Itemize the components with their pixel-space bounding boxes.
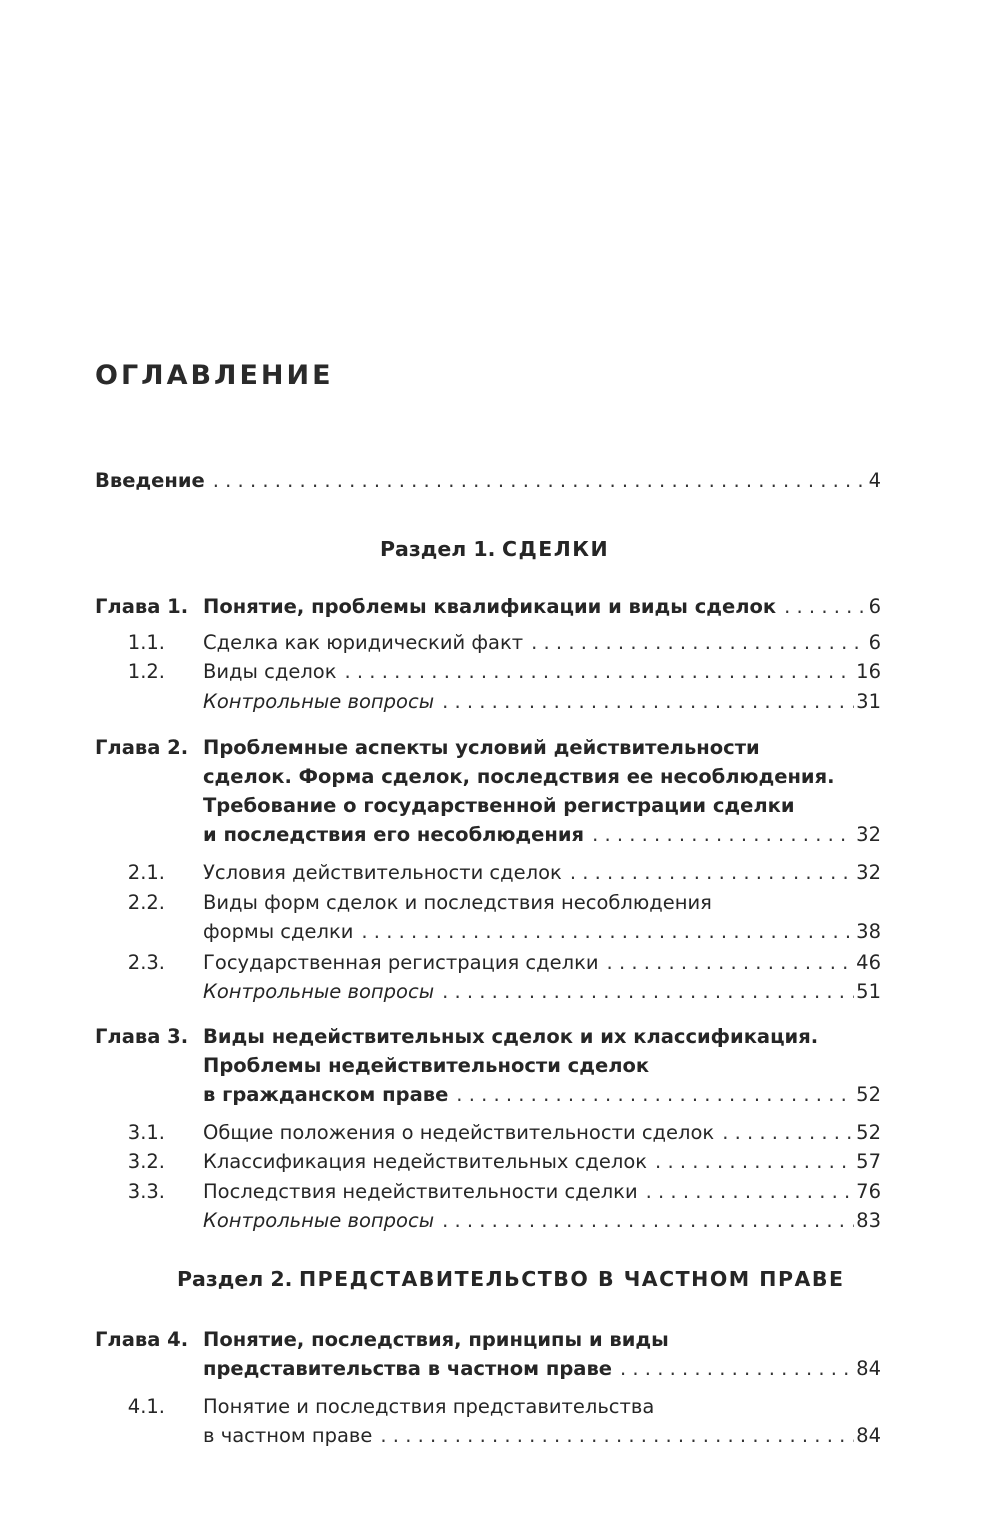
toc-entry-3-3[interactable] bbox=[203, 1178, 881, 1206]
toc-entry-1-2[interactable] bbox=[203, 658, 881, 686]
toc-entry-1-1[interactable] bbox=[203, 629, 881, 657]
item-title: Общие положения о недействительности сделок bbox=[203, 1121, 715, 1144]
chapter-title-line: в гражданском праве bbox=[203, 1083, 449, 1106]
toc-entry-chapter-3[interactable] bbox=[203, 1081, 881, 1109]
item-title: Последствия недействительности сделки bbox=[203, 1180, 638, 1203]
toc-page-number: 83 bbox=[856, 1209, 881, 1232]
page-title: ОГЛАВЛЕНИЕ bbox=[95, 360, 334, 391]
item-title: в частном праве bbox=[203, 1424, 373, 1447]
toc-entry-2-3[interactable] bbox=[203, 949, 881, 977]
toc-page-number: 52 bbox=[856, 1083, 881, 1106]
toc-entry-chapter-2[interactable] bbox=[203, 821, 881, 849]
toc-entry-intro[interactable] bbox=[95, 467, 881, 495]
item-title-line: Виды форм сделок и последствия несоблюдения bbox=[203, 891, 712, 914]
leader-dots bbox=[655, 1148, 854, 1176]
toc-page-number: 32 bbox=[856, 861, 881, 884]
chapter-title-line: представительства в частном праве bbox=[203, 1357, 613, 1380]
leader-dots bbox=[456, 1081, 854, 1109]
toc-page-number: 38 bbox=[856, 920, 881, 943]
item-number: 2.3. bbox=[127, 951, 165, 974]
chapter-title: Понятие, проблемы квалификации и виды сделок bbox=[203, 595, 777, 618]
toc-entry-3-questions[interactable] bbox=[203, 1207, 881, 1235]
toc-entry-1-questions[interactable] bbox=[203, 688, 881, 716]
toc-page-number: 6 bbox=[868, 595, 881, 618]
section-label: Раздел 2. bbox=[177, 1267, 293, 1291]
toc-entry-2-questions[interactable] bbox=[203, 978, 881, 1006]
item-title: Сделка как юридический факт bbox=[203, 631, 524, 654]
item-number: 2.1. bbox=[127, 861, 165, 884]
item-number: 1.2. bbox=[127, 660, 165, 683]
section-name: СДЕЛКИ bbox=[501, 537, 610, 561]
leader-dots bbox=[570, 859, 854, 887]
item-title: формы сделки bbox=[203, 920, 354, 943]
toc-entry-2-1[interactable] bbox=[203, 859, 881, 887]
toc-entry-3-2[interactable] bbox=[203, 1148, 881, 1176]
leader-dots bbox=[592, 821, 854, 849]
toc-page-number: 84 bbox=[856, 1424, 881, 1447]
leader-dots bbox=[784, 593, 866, 621]
item-number: 2.2. bbox=[127, 891, 165, 914]
item-number: 3.1. bbox=[127, 1121, 165, 1144]
leader-dots bbox=[442, 688, 854, 716]
toc-entry-4-1[interactable] bbox=[203, 1422, 881, 1450]
leader-dots bbox=[620, 1355, 854, 1383]
toc-page-number: 52 bbox=[856, 1121, 881, 1144]
toc-entry-label: Введение bbox=[95, 469, 205, 492]
item-title: Государственная регистрация сделки bbox=[203, 951, 599, 974]
chapter-label-4: Глава 4. bbox=[95, 1328, 189, 1351]
section-heading-1 bbox=[380, 534, 609, 564]
item-number: 4.1. bbox=[127, 1395, 165, 1418]
chapter-label-3: Глава 3. bbox=[95, 1025, 189, 1048]
leader-dots bbox=[361, 918, 854, 946]
chapter-title-line: Виды недействительных сделок и их классификация. bbox=[203, 1025, 819, 1048]
section-heading-2 bbox=[177, 1264, 844, 1294]
toc-page-number: 4 bbox=[868, 469, 881, 492]
toc-page-number: 6 bbox=[868, 631, 881, 654]
toc-page-number: 16 bbox=[856, 660, 881, 683]
toc-page-number: 31 bbox=[856, 690, 881, 713]
item-title: Классификация недействительных сделок bbox=[203, 1150, 648, 1173]
toc-entry-3-1[interactable] bbox=[203, 1119, 881, 1147]
item-title-line: Понятие и последствия представительства bbox=[203, 1395, 655, 1418]
chapter-title-line: Понятие, последствия, принципы и виды bbox=[203, 1328, 669, 1351]
leader-dots bbox=[380, 1422, 854, 1450]
item-title: Виды сделок bbox=[203, 660, 337, 683]
chapter-title-line: Проблемные аспекты условий действительности bbox=[203, 736, 760, 759]
item-title: Контрольные вопросы bbox=[203, 1209, 435, 1232]
toc-page-number: 76 bbox=[856, 1180, 881, 1203]
toc-page-number: 84 bbox=[856, 1357, 881, 1380]
leader-dots bbox=[345, 658, 855, 686]
chapter-title-line: Требование о государственной регистрации сделки bbox=[203, 794, 795, 817]
chapter-label-1: Глава 1. bbox=[95, 595, 189, 618]
leader-dots bbox=[213, 467, 867, 495]
toc-page-number: 46 bbox=[856, 951, 881, 974]
chapter-title-line: и последствия его несоблюдения bbox=[203, 823, 585, 846]
chapter-label-2: Глава 2. bbox=[95, 736, 189, 759]
leader-dots bbox=[646, 1178, 855, 1206]
item-title: Условия действительности сделок bbox=[203, 861, 562, 884]
leader-dots bbox=[607, 949, 855, 977]
toc-entry-chapter-4[interactable] bbox=[203, 1355, 881, 1383]
toc-page-number: 51 bbox=[856, 980, 881, 1003]
toc-entry-2-2[interactable] bbox=[203, 918, 881, 946]
leader-dots bbox=[442, 1207, 854, 1235]
toc-page-number: 32 bbox=[856, 823, 881, 846]
leader-dots bbox=[722, 1119, 854, 1147]
item-number: 3.2. bbox=[127, 1150, 165, 1173]
chapter-title-line: сделок. Форма сделок, последствия ее несоблюдения. bbox=[203, 765, 835, 788]
leader-dots bbox=[531, 629, 866, 657]
item-number: 3.3. bbox=[127, 1180, 165, 1203]
item-number: 1.1. bbox=[127, 631, 165, 654]
chapter-title-line: Проблемы недействительности сделок bbox=[203, 1054, 650, 1077]
leader-dots bbox=[442, 978, 854, 1006]
section-label: Раздел 1. bbox=[380, 537, 496, 561]
toc-entry-chapter-1[interactable] bbox=[203, 593, 881, 621]
item-title: Контрольные вопросы bbox=[203, 690, 435, 713]
section-name: ПРЕДСТАВИТЕЛЬСТВО В ЧАСТНОМ ПРАВЕ bbox=[298, 1267, 845, 1291]
toc-page-number: 57 bbox=[856, 1150, 881, 1173]
item-title: Контрольные вопросы bbox=[203, 980, 435, 1003]
